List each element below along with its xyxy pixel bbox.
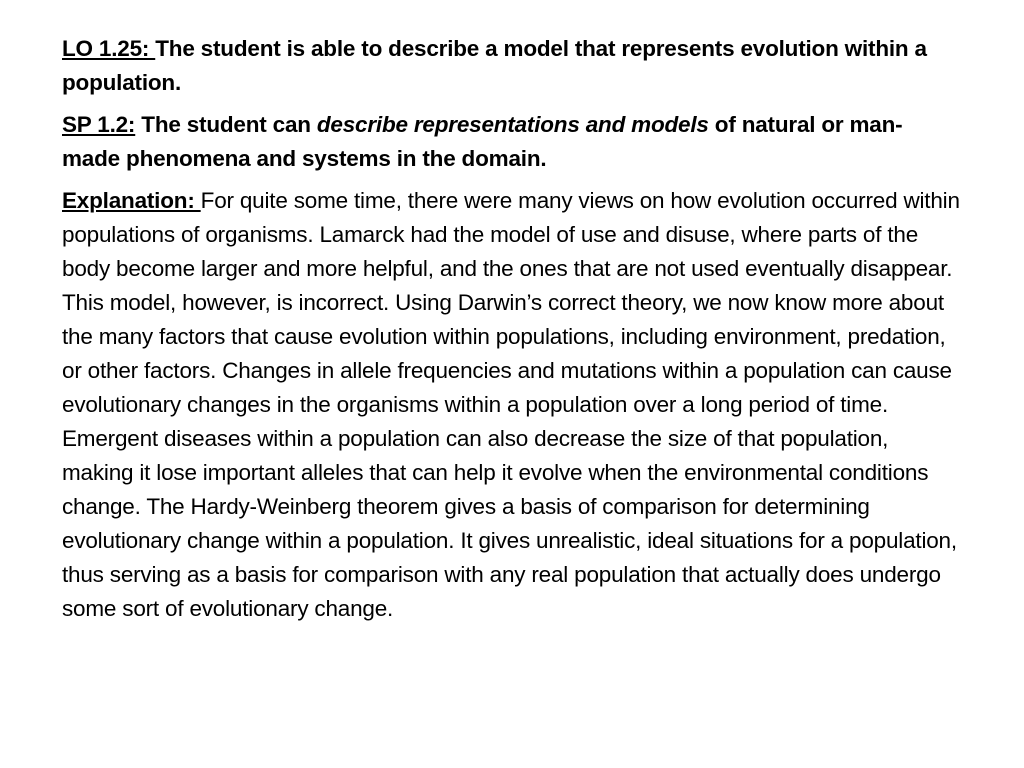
- science-practice-text-after: of natural or man-made phenomena and systems in the domain.: [62, 112, 903, 171]
- science-practice-emphasis: describe representations and models: [316, 112, 709, 137]
- learning-objective-text: The student is able to describe a model that represents evolution within a population.: [62, 36, 927, 95]
- science-practice-label: SP 1.2:: [62, 112, 136, 137]
- learning-objective-label: LO 1.25:: [62, 36, 156, 61]
- science-practice-text-before: The student can: [135, 112, 317, 137]
- learning-objective: [62, 32, 960, 100]
- explanation-text: For quite some time, there were many views on how evolution occurred within populations of organisms. Lamarck had the model of use and disuse, where parts of the body become larger and more helpful, and the ones that are not used eventually disappear. This model, however, is incorrect. Using Darwin’s correct theory, we now know more about the many factors that cause evolution within populations, including environment, predation, or other factors. Changes in allele frequencies and mutations within a population can cause evolutionary changes in the organisms within a population over a long period of time. Emergent diseases within a population can also decrease the size of that population, making it lose important alleles that can help it evolve when the environmental conditions change. The Hardy-Weinberg theorem gives a basis of comparison for determining evolutionary change within a population. It gives unrealistic, ideal situations for a population, thus serving as a basis for comparison with any real population that actually does undergo some sort of evolutionary change.: [62, 188, 960, 621]
- explanation-label: Explanation:: [62, 188, 201, 213]
- science-practice: [62, 108, 960, 176]
- explanation: [62, 184, 960, 626]
